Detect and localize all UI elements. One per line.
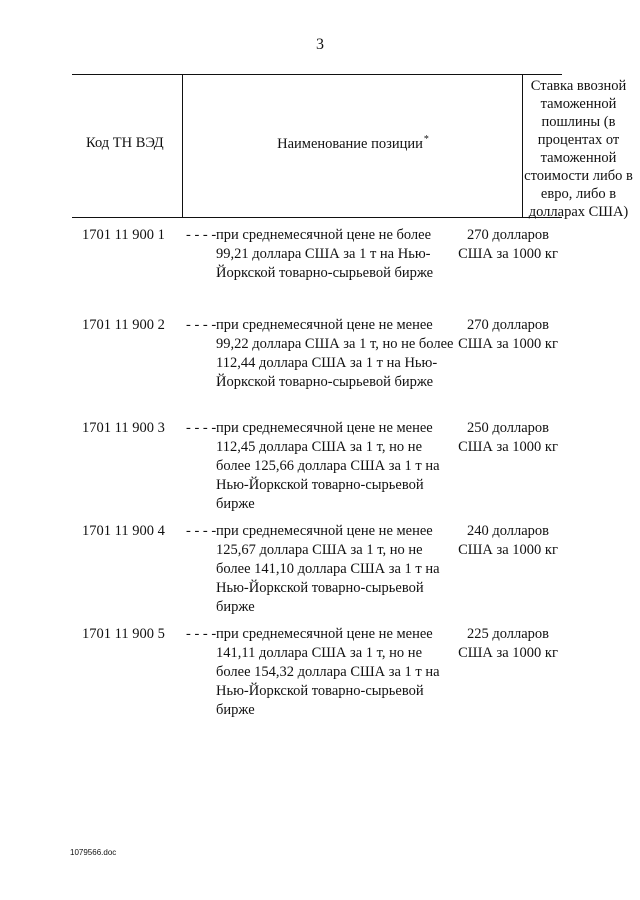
row-description: при среднемесячной цене не менее 99,22 доллара США за 1 т, но не более 112,44 доллара США за 1 т на Нью-Йоркской товарно-сырьевой бирже (216, 317, 454, 390)
document-id: 1079566.doc (70, 848, 117, 857)
header-code-column (72, 75, 182, 217)
row-rate: 240 долларов США за 1000 кг (458, 523, 558, 558)
row-code: 1701 11 900 2 (82, 317, 165, 333)
header-name-label-wrap (183, 136, 523, 153)
row-code: 1701 11 900 5 (82, 626, 165, 642)
header-rate-label: Ставка ввозной таможенной пошлины (в процентах от таможенной стоимости либо в евро, либо в долларах США) (524, 78, 633, 220)
row-code: 1701 11 900 1 (82, 227, 165, 243)
row-rate: 270 долларов США за 1000 кг (458, 317, 558, 352)
row-dashes: - - - - (186, 420, 217, 436)
row-dashes: - - - - (186, 523, 217, 539)
footnote-mark: * (423, 134, 429, 146)
header-name-column (182, 75, 523, 217)
row-description: при среднемесячной цене не менее 125,67 доллара США за 1 т, но не более 141,10 доллара США за 1 т на Нью-Йоркской товарно-сырьевой бирже (216, 523, 440, 615)
row-rate: 225 долларов США за 1000 кг (458, 626, 558, 661)
row-rate: 270 долларов США за 1000 кг (458, 227, 558, 262)
header-code-label: Код ТН ВЭД (86, 135, 164, 151)
header-rate-column (522, 75, 634, 220)
row-description: при среднемесячной цене не менее 112,45 доллара США за 1 т, но не более 125,66 доллара США за 1 т на Нью-Йоркской товарно-сырьевой бирже (216, 420, 440, 512)
row-dashes: - - - - (186, 626, 217, 642)
row-description: при среднемесячной цене не более 99,21 доллара США за 1 т на Нью-Йоркской товарно-сырьевой бирже (216, 227, 434, 281)
header-name-label: Наименование позиции (277, 136, 423, 152)
row-dashes: - - - - (186, 227, 217, 243)
row-description: при среднемесячной цене не менее 141,11 доллара США за 1 т, но не более 154,32 доллара США за 1 т на Нью-Йоркской товарно-сырьевой бирже (216, 626, 440, 718)
row-dashes: - - - - (186, 317, 217, 333)
page-number: 3 (316, 36, 324, 53)
row-code: 1701 11 900 4 (82, 523, 165, 539)
row-code: 1701 11 900 3 (82, 420, 165, 436)
table-header (72, 74, 633, 220)
row-rate: 250 долларов США за 1000 кг (458, 420, 558, 455)
